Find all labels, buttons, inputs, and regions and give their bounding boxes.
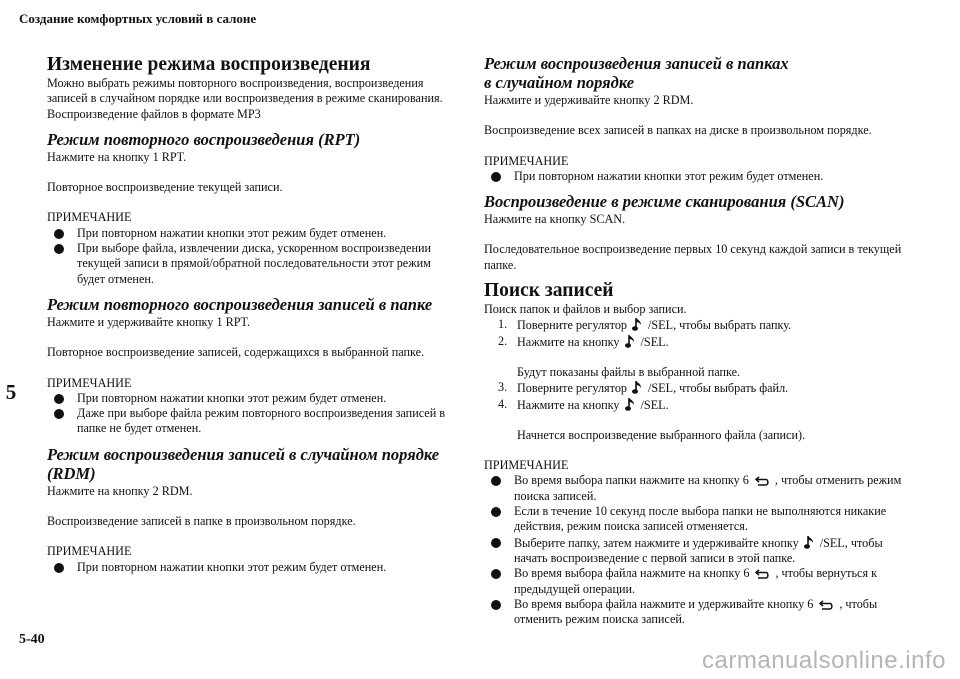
- scan-description: Последовательное воспроизведение первых 10 секунд каждой записи в текущей папке.: [484, 242, 902, 272]
- search-title: Поиск записей: [484, 280, 614, 302]
- bullet-icon: [491, 476, 501, 486]
- note-item: При повторном нажатии кнопки этот режим будет отменен.: [54, 560, 461, 575]
- main-title: Изменение режима воспроизведения: [47, 54, 371, 75]
- note-item: При выборе файла, извлечении диска, ускоренном воспроизведении текущей записи в прямой/обратной последовательности этот режим будет отменен.: [54, 241, 461, 287]
- bullet-icon: [491, 172, 501, 182]
- step-item: 2. Нажмите на кнопку /SEL.: [498, 333, 669, 349]
- note-label: ПРИМЕЧАНИЕ: [47, 210, 132, 225]
- bullet-icon: [54, 563, 64, 573]
- return-arrow-icon: [818, 600, 834, 611]
- rdm-instruction: Нажмите на кнопку 2 RDM.: [47, 483, 193, 498]
- search-steps: [484, 317, 909, 350]
- note-label: ПРИМЕЧАНИЕ: [47, 375, 132, 390]
- rdm-description: Воспроизведение записей в папке в произвольном порядке.: [47, 514, 356, 529]
- music-note-knob-icon: [804, 535, 815, 550]
- search-steps: [484, 380, 909, 413]
- rdm-folder-description: Воспроизведение всех записей в папках на диске в произвольном порядке.: [484, 123, 872, 138]
- right-column: [484, 54, 909, 627]
- search-notes: [484, 473, 909, 627]
- note-item: При повторном нажатии кнопки этот режим будет отменен.: [54, 391, 461, 406]
- intro-text: Можно выбрать режимы повторного воспроизведения, воспроизведения записей в случайном порядке или воспроизведения в режиме сканирования. Воспроизведение файлов в формате MP3: [47, 76, 443, 121]
- bullet-icon: [54, 394, 64, 404]
- return-arrow-icon: [754, 476, 770, 487]
- rpt-description: Повторное воспроизведение текущей записи.: [47, 180, 283, 195]
- note-item: При повторном нажатии кнопки этот режим будет отменен.: [54, 226, 461, 241]
- rdm-notes: [47, 560, 461, 575]
- page-header-title: Создание комфортных условий в салоне: [19, 11, 257, 26]
- note-item: Во время выбора папки нажмите на кнопку 6 , чтобы отменить режим поиска записей.: [491, 473, 909, 504]
- note-item: Выберите папку, затем нажмите и удерживайте кнопку /SEL, чтобы начать воспроизведение с первой записи в этой папке.: [491, 535, 909, 567]
- note-label: ПРИМЕЧАНИЕ: [484, 458, 569, 473]
- note-item: Во время выбора файла нажмите на кнопку 6 , чтобы вернуться к предыдущей операции.: [491, 566, 909, 597]
- bullet-icon: [491, 600, 501, 610]
- music-note-knob-icon: [632, 380, 643, 395]
- bullet-icon: [54, 409, 64, 419]
- watermark: carmanualsonline.info: [702, 647, 946, 674]
- bullet-icon: [491, 569, 501, 579]
- music-note-knob-icon: [625, 397, 636, 412]
- step-item: 4. Нажмите на кнопку /SEL.: [498, 396, 669, 412]
- note-item: При повторном нажатии кнопки этот режим будет отменен.: [491, 169, 909, 184]
- rpt-heading: Режим повторного воспроизведения (RPT): [47, 129, 361, 149]
- scan-instruction: Нажмите на кнопку SCAN.: [484, 212, 626, 227]
- bullet-icon: [54, 229, 64, 239]
- scan-heading: Воспроизведение в режиме сканирования (SCAN): [484, 192, 845, 212]
- rdm-heading: Режим воспроизведения записей в случайном порядке (RDM): [47, 444, 440, 483]
- note-label: ПРИМЕЧАНИЕ: [484, 153, 569, 168]
- step-item: 1. Поверните регулятор /SEL, чтобы выбрать папку.: [498, 317, 792, 333]
- rdm-folder-instruction: Нажмите и удерживайте кнопку 2 RDM.: [484, 93, 694, 107]
- note-item: Если в течение 10 секунд после выбора папки не выполняются никакие действия, режим поиска записей отменяется.: [491, 504, 909, 535]
- left-column: [47, 54, 461, 575]
- rdm-folder-notes: [484, 169, 909, 184]
- rpt-folder-heading: Режим повторного воспроизведения записей в папке: [47, 294, 433, 314]
- bullet-icon: [491, 507, 501, 517]
- section-number: 5: [5, 380, 17, 404]
- step-note: Будут показаны файлы в выбранной папке.: [517, 364, 741, 379]
- step-note: Начнется воспроизведение выбранного файла (записи).: [517, 427, 806, 442]
- note-item: Даже при выборе файла режим повторного воспроизведения записей в папке не будет отменен.: [54, 406, 461, 437]
- note-label: ПРИМЕЧАНИЕ: [47, 544, 132, 559]
- rpt-folder-instruction: Нажмите и удерживайте кнопку 1 RPT.: [47, 314, 251, 329]
- rpt-folder-description: Повторное воспроизведение записей, содержащихся в выбранной папке.: [47, 345, 425, 360]
- note-item: Во время выбора файла нажмите и удерживайте кнопку 6 , чтобы отменить режим поиска записей.: [491, 597, 909, 628]
- search-intro: Поиск папок и файлов и выбор записи.: [484, 302, 687, 317]
- rdm-folder-heading: Режим воспроизведения записей в папках в случайном порядке: [484, 54, 789, 92]
- rpt-notes: [47, 226, 461, 287]
- music-note-knob-icon: [632, 317, 643, 332]
- step-item: 3. Поверните регулятор /SEL, чтобы выбрать файл.: [498, 380, 789, 396]
- bullet-icon: [491, 538, 501, 548]
- page-number: 5-40: [19, 632, 45, 647]
- rpt-instruction: Нажмите на кнопку 1 RPT.: [47, 149, 187, 164]
- bullet-icon: [54, 244, 64, 254]
- music-note-knob-icon: [625, 334, 636, 349]
- return-arrow-icon: [754, 569, 770, 580]
- rpt-folder-notes: [47, 391, 461, 437]
